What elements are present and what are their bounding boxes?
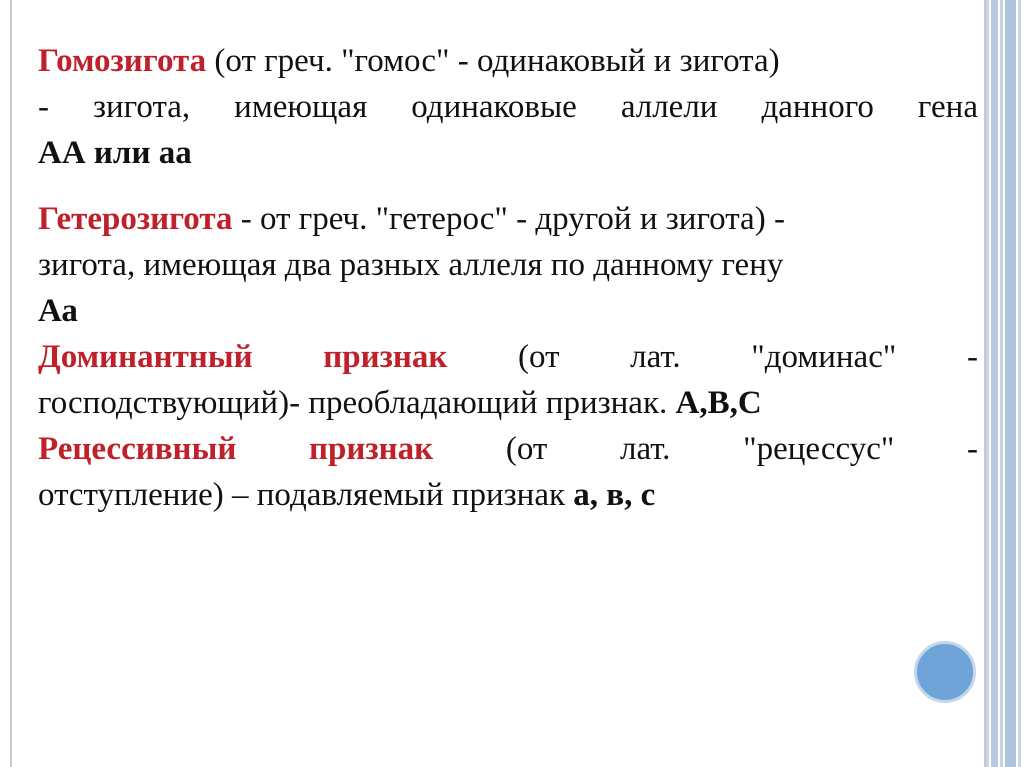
heterozygote-definition: зигота, имеющая два разных аллеля по данному гену xyxy=(38,247,784,283)
word: - xyxy=(38,89,49,125)
word: "рецессус" xyxy=(743,431,895,467)
stripe xyxy=(1018,0,1021,767)
word: лат. xyxy=(619,431,671,467)
homozygote-term: Гомозигота xyxy=(38,43,207,79)
heterozygote-genotype: Аа xyxy=(38,293,78,329)
blue-circle-decoration xyxy=(914,641,976,703)
word: одинаковые xyxy=(411,89,577,125)
heterozygote-paragraph xyxy=(38,196,978,334)
dominant-line-1 xyxy=(38,334,978,380)
stripe xyxy=(1000,0,1003,767)
stripe xyxy=(991,0,998,767)
recessive-term-word: признак xyxy=(309,431,434,467)
stripe xyxy=(1005,0,1016,767)
word: гена xyxy=(917,89,978,125)
recessive-definition: отступление) – подавляемый признак xyxy=(38,477,574,513)
dominant-paragraph xyxy=(38,334,978,426)
word: "доминас" xyxy=(751,339,897,375)
heterozygote-line-1 xyxy=(38,196,978,242)
homozygote-line-2 xyxy=(38,84,978,130)
dominant-definition: господствующий)- преобладающий признак. xyxy=(38,385,676,421)
heterozygote-term: Гетерозигота xyxy=(38,201,233,237)
recessive-paragraph xyxy=(38,426,978,518)
recessive-term-word: Рецессивный xyxy=(38,431,237,467)
word: аллели xyxy=(620,89,718,125)
dominant-term-word: признак xyxy=(323,339,448,375)
homozygote-paragraph xyxy=(38,38,978,176)
recessive-examples: а, в, с xyxy=(573,477,656,513)
word: - xyxy=(966,431,978,467)
word: - xyxy=(966,339,978,375)
homozygote-genotypes: АА или аа xyxy=(38,135,192,171)
dominant-examples: А,В,С xyxy=(675,385,762,421)
word: (от xyxy=(505,431,548,467)
slide-content xyxy=(38,38,978,518)
word: зигота, xyxy=(92,89,191,125)
stripe xyxy=(986,0,989,767)
homozygote-origin: (от греч. "гомос" - одинаковый и зигота) xyxy=(206,43,780,79)
dominant-term-word: Доминантный xyxy=(38,339,253,375)
heterozygote-origin: - от греч. "гетерос" - другой и зигота) - xyxy=(232,201,785,237)
word: имеющая xyxy=(234,89,368,125)
homozygote-line-1 xyxy=(38,38,978,84)
side-stripes xyxy=(986,0,1024,767)
recessive-line-1 xyxy=(38,426,978,472)
word: данного xyxy=(761,89,874,125)
recessive-line-2 xyxy=(38,472,978,518)
dominant-line-2 xyxy=(38,380,978,426)
word: (от xyxy=(518,339,560,375)
word: лат. xyxy=(630,339,681,375)
